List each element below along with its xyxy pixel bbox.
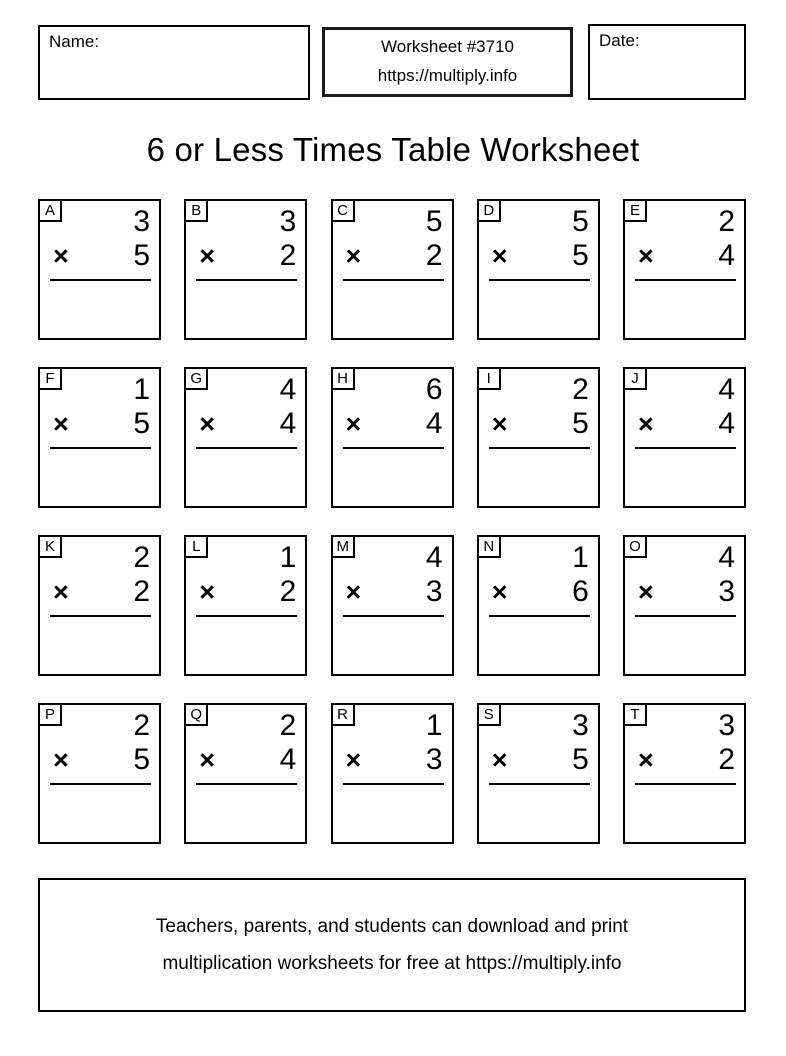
answer-space [40,281,159,336]
multiply-icon: × [345,745,362,776]
problem-cell [184,703,307,844]
problem-cell [477,703,600,844]
problem-cell [477,367,600,508]
page-title: 6 or Less Times Table Worksheet [146,131,640,168]
multiplier-row [40,238,159,272]
problem-label: N [479,537,501,558]
multiply-icon: × [53,241,69,272]
multiplicand: 3 [133,205,150,238]
multiplier: 3 [718,575,735,609]
problem-cell [38,367,161,508]
multiplier: 2 [425,239,443,273]
problem-label: B [186,201,208,222]
multiplier-row [479,238,598,272]
multiplicand: 5 [425,205,443,238]
name-field-box [38,25,310,100]
multiply-icon: × [491,409,508,440]
multiplicand: 1 [572,541,589,574]
multiplier-row [333,574,452,608]
problem-label: L [186,537,208,558]
multiplicand: 3 [572,709,589,742]
multiplicand: 4 [279,373,297,406]
problem-cell [331,199,454,340]
multiplicand: 2 [572,373,589,406]
answer-space [40,449,159,504]
multiplier: 2 [279,575,297,609]
name-label: Name: [49,32,100,51]
problem-cell [623,703,746,844]
answer-space [333,449,452,504]
multiplier: 4 [425,407,443,441]
multiplier-row [186,742,305,776]
multiply-icon: × [199,745,216,776]
answer-space [333,617,452,672]
multiplier: 4 [279,743,297,777]
problem-label: O [625,537,647,558]
multiply-icon: × [199,409,216,440]
multiply-icon: × [491,745,508,776]
multiplier-row [625,742,744,776]
multiplicand: 4 [718,541,735,574]
answer-space [186,449,305,504]
multiplier: 5 [572,407,589,441]
answer-space [186,617,305,672]
answer-space [479,449,598,504]
multiplicand: 5 [572,205,589,238]
worksheet-url: https://multiply.info [377,66,518,85]
problem-cell [184,535,307,676]
answer-space [186,785,305,840]
problem-cell [331,703,454,844]
multiplicand: 2 [718,205,735,238]
multiplier: 5 [572,239,589,273]
problem-label: E [625,201,647,222]
answer-space [625,281,744,336]
multiply-icon: × [638,409,654,440]
problem-label: I [479,369,501,390]
problem-cell [623,199,746,340]
multiplicand: 2 [133,541,150,574]
multiplier-row [479,574,598,608]
footer-line-2: multiplication worksheets for free at https://multiply.info [162,953,622,974]
answer-space [40,785,159,840]
date-label: Date: [599,31,640,50]
multiplier-row [625,574,744,608]
multiplicand: 1 [279,541,297,574]
problem-label: P [40,705,62,726]
problem-cell [477,535,600,676]
multiplier-row [186,238,305,272]
multiplier: 5 [133,239,150,273]
problem-cell [38,703,161,844]
answer-space [333,785,452,840]
multiply-icon: × [53,577,69,608]
problem-label: Q [186,705,208,726]
multiplier: 5 [133,407,150,441]
problem-label: S [479,705,501,726]
multiplicand: 6 [425,373,443,406]
answer-space [333,281,452,336]
problem-cell [184,367,307,508]
multiply-icon: × [491,577,508,608]
multiplier: 6 [572,575,589,609]
footer-line-1: Teachers, parents, and students can download and print [155,915,629,937]
multiplicand: 2 [279,709,297,742]
footer-box [38,878,746,1012]
problem-cell [623,535,746,676]
multiplier: 2 [133,575,150,609]
answer-space [625,449,744,504]
problems-grid [38,199,746,844]
answer-space [625,617,744,672]
worksheet-info-box [322,27,573,97]
multiplier: 4 [718,239,735,273]
multiplier: 4 [718,407,735,441]
problem-cell [623,367,746,508]
multiplicand: 3 [718,709,735,742]
multiplier: 2 [279,239,297,273]
multiplicand: 2 [133,709,150,742]
problem-label: G [186,369,208,390]
problem-label: K [40,537,62,558]
problem-label: C [333,201,355,222]
problem-label: F [40,369,62,390]
problem-label: D [479,201,501,222]
problem-cell [184,199,307,340]
problem-cell [38,199,161,340]
multiplier: 4 [279,407,297,441]
multiplicand: 1 [133,373,150,406]
multiplier-row [333,406,452,440]
problem-label: A [40,201,62,222]
multiplier: 5 [133,743,150,777]
multiplier-row [40,742,159,776]
multiply-icon: × [199,241,216,272]
problem-label: H [333,369,355,390]
multiply-icon: × [638,577,654,608]
multiply-icon: × [638,241,654,272]
multiply-icon: × [491,241,508,272]
multiplicand: 1 [425,709,443,742]
multiplier: 3 [425,575,443,609]
answer-space [186,281,305,336]
problem-label: J [625,369,647,390]
multiply-icon: × [345,241,362,272]
multiplier-row [186,406,305,440]
multiplier-row [479,742,598,776]
multiplier-row [625,238,744,272]
multiplier: 5 [572,743,589,777]
answer-space [479,785,598,840]
answer-space [479,281,598,336]
multiply-icon: × [638,745,654,776]
multiplier-row [186,574,305,608]
worksheet-number: Worksheet #3710 [381,37,514,57]
date-field-box [588,24,746,100]
problem-cell [477,199,600,340]
multiplier-row [625,406,744,440]
problem-label: M [333,537,356,558]
multiplier-row [40,406,159,440]
multiply-icon: × [53,409,69,440]
multiplier: 3 [425,743,443,777]
problem-cell [331,367,454,508]
multiplicand: 4 [425,541,443,574]
multiplier: 2 [718,743,735,777]
multiplier-row [333,742,452,776]
multiplier-row [333,238,452,272]
multiply-icon: × [345,409,362,440]
answer-space [40,617,159,672]
problem-label: T [625,705,647,726]
problem-cell [38,535,161,676]
answer-space [479,617,598,672]
problem-label: R [333,705,355,726]
multiply-icon: × [199,577,216,608]
multiply-icon: × [345,577,362,608]
multiplicand: 3 [279,205,297,238]
answer-space [625,785,744,840]
multiply-icon: × [53,745,69,776]
multiplicand: 4 [718,373,735,406]
problem-cell [331,535,454,676]
multiplier-row [40,574,159,608]
multiplier-row [479,406,598,440]
